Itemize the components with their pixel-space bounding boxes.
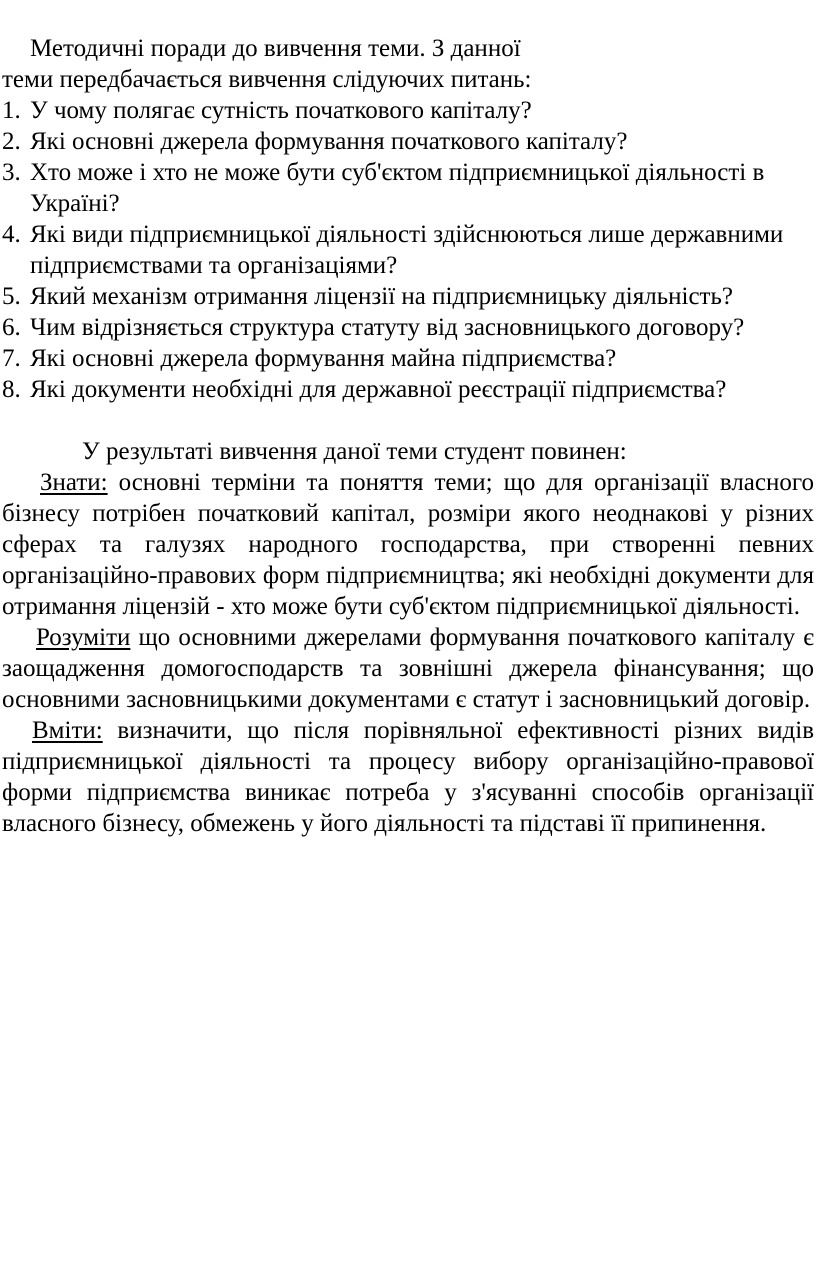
question-text: Які основні джерела формування початкового капіталу? [30,128,628,155]
question-number: 3. [2,159,21,186]
question-text: Чим відрізняється структура статуту від засновницького договору? [30,314,745,341]
question-number: 1. [2,97,21,124]
question-continuation: Україні? [30,190,120,217]
know-text: основні терміни та поняття теми; що для організації власного бізнесу потрібен початковий капітал, розміри якого неоднакові у різних сферах та галузях народного господарства, при створенні певних організаційно-правових форм підприємництва; які необхідні документи для отримання ліцензій - хто може бути суб'єктом підприємницької діяльності. [2,469,814,620]
question-text: Який механізм отримання ліцензії на підприємницьку діяльність? [30,283,733,310]
question-number: 2. [2,128,21,155]
question-item [0,374,816,405]
results-heading: У результаті вивчення даної теми студент повинен: [82,438,627,465]
intro-line-2: теми передбачається вивчення слідуючих питань: [2,66,532,93]
understand-text: що основними джерелами формування початкового капіталу є заощадження домогосподарств та зовнішні джерела фінансування; що основними засновницькими документами є статут і засновницький договір. [2,624,814,713]
question-item [0,281,816,312]
question-text: У чому полягає сутність початкового капіталу? [30,97,532,124]
know-label: Знати: [40,469,108,496]
able-paragraph [0,715,816,839]
question-number: 8. [2,376,21,403]
question-continuation: підприємствами та організаціями? [30,252,398,279]
question-item [0,312,816,343]
question-item [0,95,816,126]
question-text: Які документи необхідні для державної реєстрації підприємства? [30,376,727,403]
questions-list [0,95,816,405]
question-number: 6. [2,314,21,341]
question-text: Які види підприємницької діяльності здійснюються лише державними [30,221,784,248]
understand-paragraph [0,622,816,715]
question-number: 5. [2,283,21,310]
question-text: Які основні джерела формування майна підприємства? [30,345,617,372]
question-number: 7. [2,345,21,372]
question-item [0,343,816,374]
document-page [0,33,816,839]
question-text: Хто може і хто не може бути суб'єктом підприємницької діяльності в [30,159,765,186]
know-paragraph [0,467,816,622]
question-item [0,157,816,188]
question-number: 4. [2,221,21,248]
able-text: визначити, що після порівняльної ефективності різних видів підприємницької діяльності та процесу вибору організаційно-правової форми підприємства виникає потреба у з'ясуванні способів організації власного бізнесу, обмежень у його діяльності та підставі її припинення. [2,717,814,837]
question-item [0,126,816,157]
intro-line-1: Методичні поради до вивчення теми. З данної [30,35,521,62]
spacer [0,405,816,436]
able-label: Вміти: [32,717,103,744]
understand-label: Розуміти [36,624,131,651]
question-item [0,219,816,250]
